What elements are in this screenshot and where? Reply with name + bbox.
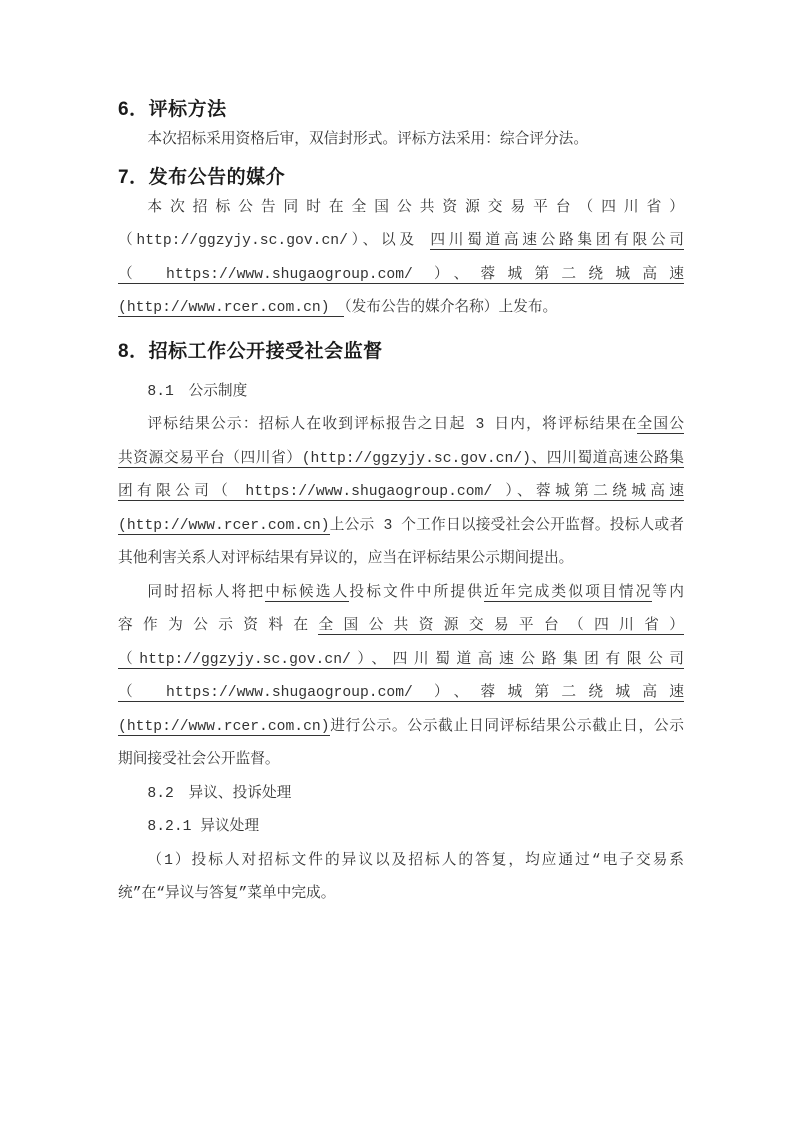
paragraph-line <box>118 292 684 326</box>
underlined-text: 近年完成类似项目情况 <box>484 584 653 601</box>
paragraph-line <box>118 577 684 611</box>
paragraph-line <box>118 878 684 912</box>
subsection-8-2-1-heading <box>118 811 684 845</box>
section-8-heading: 8．招标工作公开接受社会监督 <box>118 340 383 362</box>
text-run: 容作为公示资料在 <box>118 618 319 634</box>
underlined-url-text: （ https://www.shugaogroup.com/ ）、蓉城第二绕城高速 <box>118 266 684 283</box>
text-run: 其他利害关系人对评标结果有异议的，应当在评标结果公示期间提出。 <box>118 551 574 567</box>
paragraph-line <box>118 476 684 510</box>
text-run: （1）投标人对招标文件的异议以及招标人的答复，均应通过“电子交易系 <box>147 852 684 869</box>
paragraph-line <box>118 610 684 644</box>
text-run: 8.2 异议、投诉处理 <box>147 785 292 802</box>
section-7-paragraph <box>118 192 684 326</box>
paragraph-line <box>118 192 684 226</box>
paragraph-line <box>118 711 684 745</box>
section-8-1-paragraph-1 <box>118 409 684 577</box>
section-6-paragraph <box>118 124 684 158</box>
text-run: 同时招标人将把 <box>147 584 266 601</box>
text-run: 8.2.1 异议处理 <box>147 819 260 835</box>
paragraph-line <box>118 259 684 293</box>
underlined-url-text: （ https://www.shugaogroup.com/ ）、蓉城第二绕城高速 <box>118 685 684 701</box>
underlined-url-text: (http://www.rcer.com.cn) <box>118 718 330 735</box>
underlined-url-text: 团有限公司（ https://www.shugaogroup.com/ ）、蓉城第二绕城高速 <box>118 484 684 500</box>
section-8-1-paragraph-2 <box>118 577 684 778</box>
underlined-url-text: （http://ggzyjy.sc.gov.cn/）、四川蜀道高速公路集团有限公司 <box>118 651 684 668</box>
underlined-text: 中标候选人 <box>265 584 350 601</box>
text-run: （发布公告的媒介名称）上发布。 <box>344 300 558 316</box>
url-text: （http://ggzyjy.sc.gov.cn/）、以及 <box>118 233 431 249</box>
paragraph-line <box>118 225 684 259</box>
underlined-text: 全国公共资源交易平台（四川省） <box>318 618 684 634</box>
subsection-8-2-heading <box>118 778 684 812</box>
text-run: 进行公示。公示截止日同评标结果公示截止日，公示 <box>329 718 684 735</box>
section-7-heading: 7．发布公告的媒介 <box>118 166 286 188</box>
paragraph-line <box>118 543 684 577</box>
section-8-2-paragraph <box>118 845 684 912</box>
underlined-url-text: 共资源交易平台（四川省）(http://ggzyjy.sc.gov.cn/)、四川蜀道高速公路集 <box>118 450 684 467</box>
text-run: 统”在“异议与答复”菜单中完成。 <box>118 886 336 902</box>
text-run: 本次招标采用资格后审，双信封形式。评标方法采用：综合评分法。 <box>147 132 589 148</box>
paragraph-line <box>118 644 684 678</box>
subsection-8-1-heading <box>118 376 684 410</box>
paragraph-line <box>118 744 684 778</box>
text-run: 等内 <box>652 584 684 601</box>
paragraph-line <box>118 443 684 477</box>
underlined-text: 全国公 <box>637 417 684 433</box>
paragraph-line <box>118 124 684 158</box>
underlined-url-text: (http://www.rcer.com.cn) <box>118 517 330 534</box>
paragraph-line <box>118 409 684 443</box>
paragraph-line <box>118 677 684 711</box>
underlined-url-text: (http://www.rcer.com.cn) <box>118 300 345 316</box>
section-6-heading: 6．评标方法 <box>118 99 227 120</box>
text-run: 评标结果公示：招标人在收到评标报告之日起 3 日内，将评标结果在 <box>147 417 638 433</box>
text-run: 上公示 3 个工作日以接受社会公开监督。投标人或者 <box>329 517 684 534</box>
paragraph-line <box>118 845 684 879</box>
text-run: 本次招标公告同时在全国公共资源交易平台（四川省） <box>147 199 684 216</box>
text-run: 期间接受社会公开监督。 <box>118 752 280 768</box>
paragraph-line <box>118 510 684 544</box>
text-run: 投标文件中所提供 <box>349 584 485 601</box>
text-run: 8.1 公示制度 <box>147 383 248 400</box>
underlined-text: 四川蜀道高速公路集团有限公司 <box>430 233 684 249</box>
